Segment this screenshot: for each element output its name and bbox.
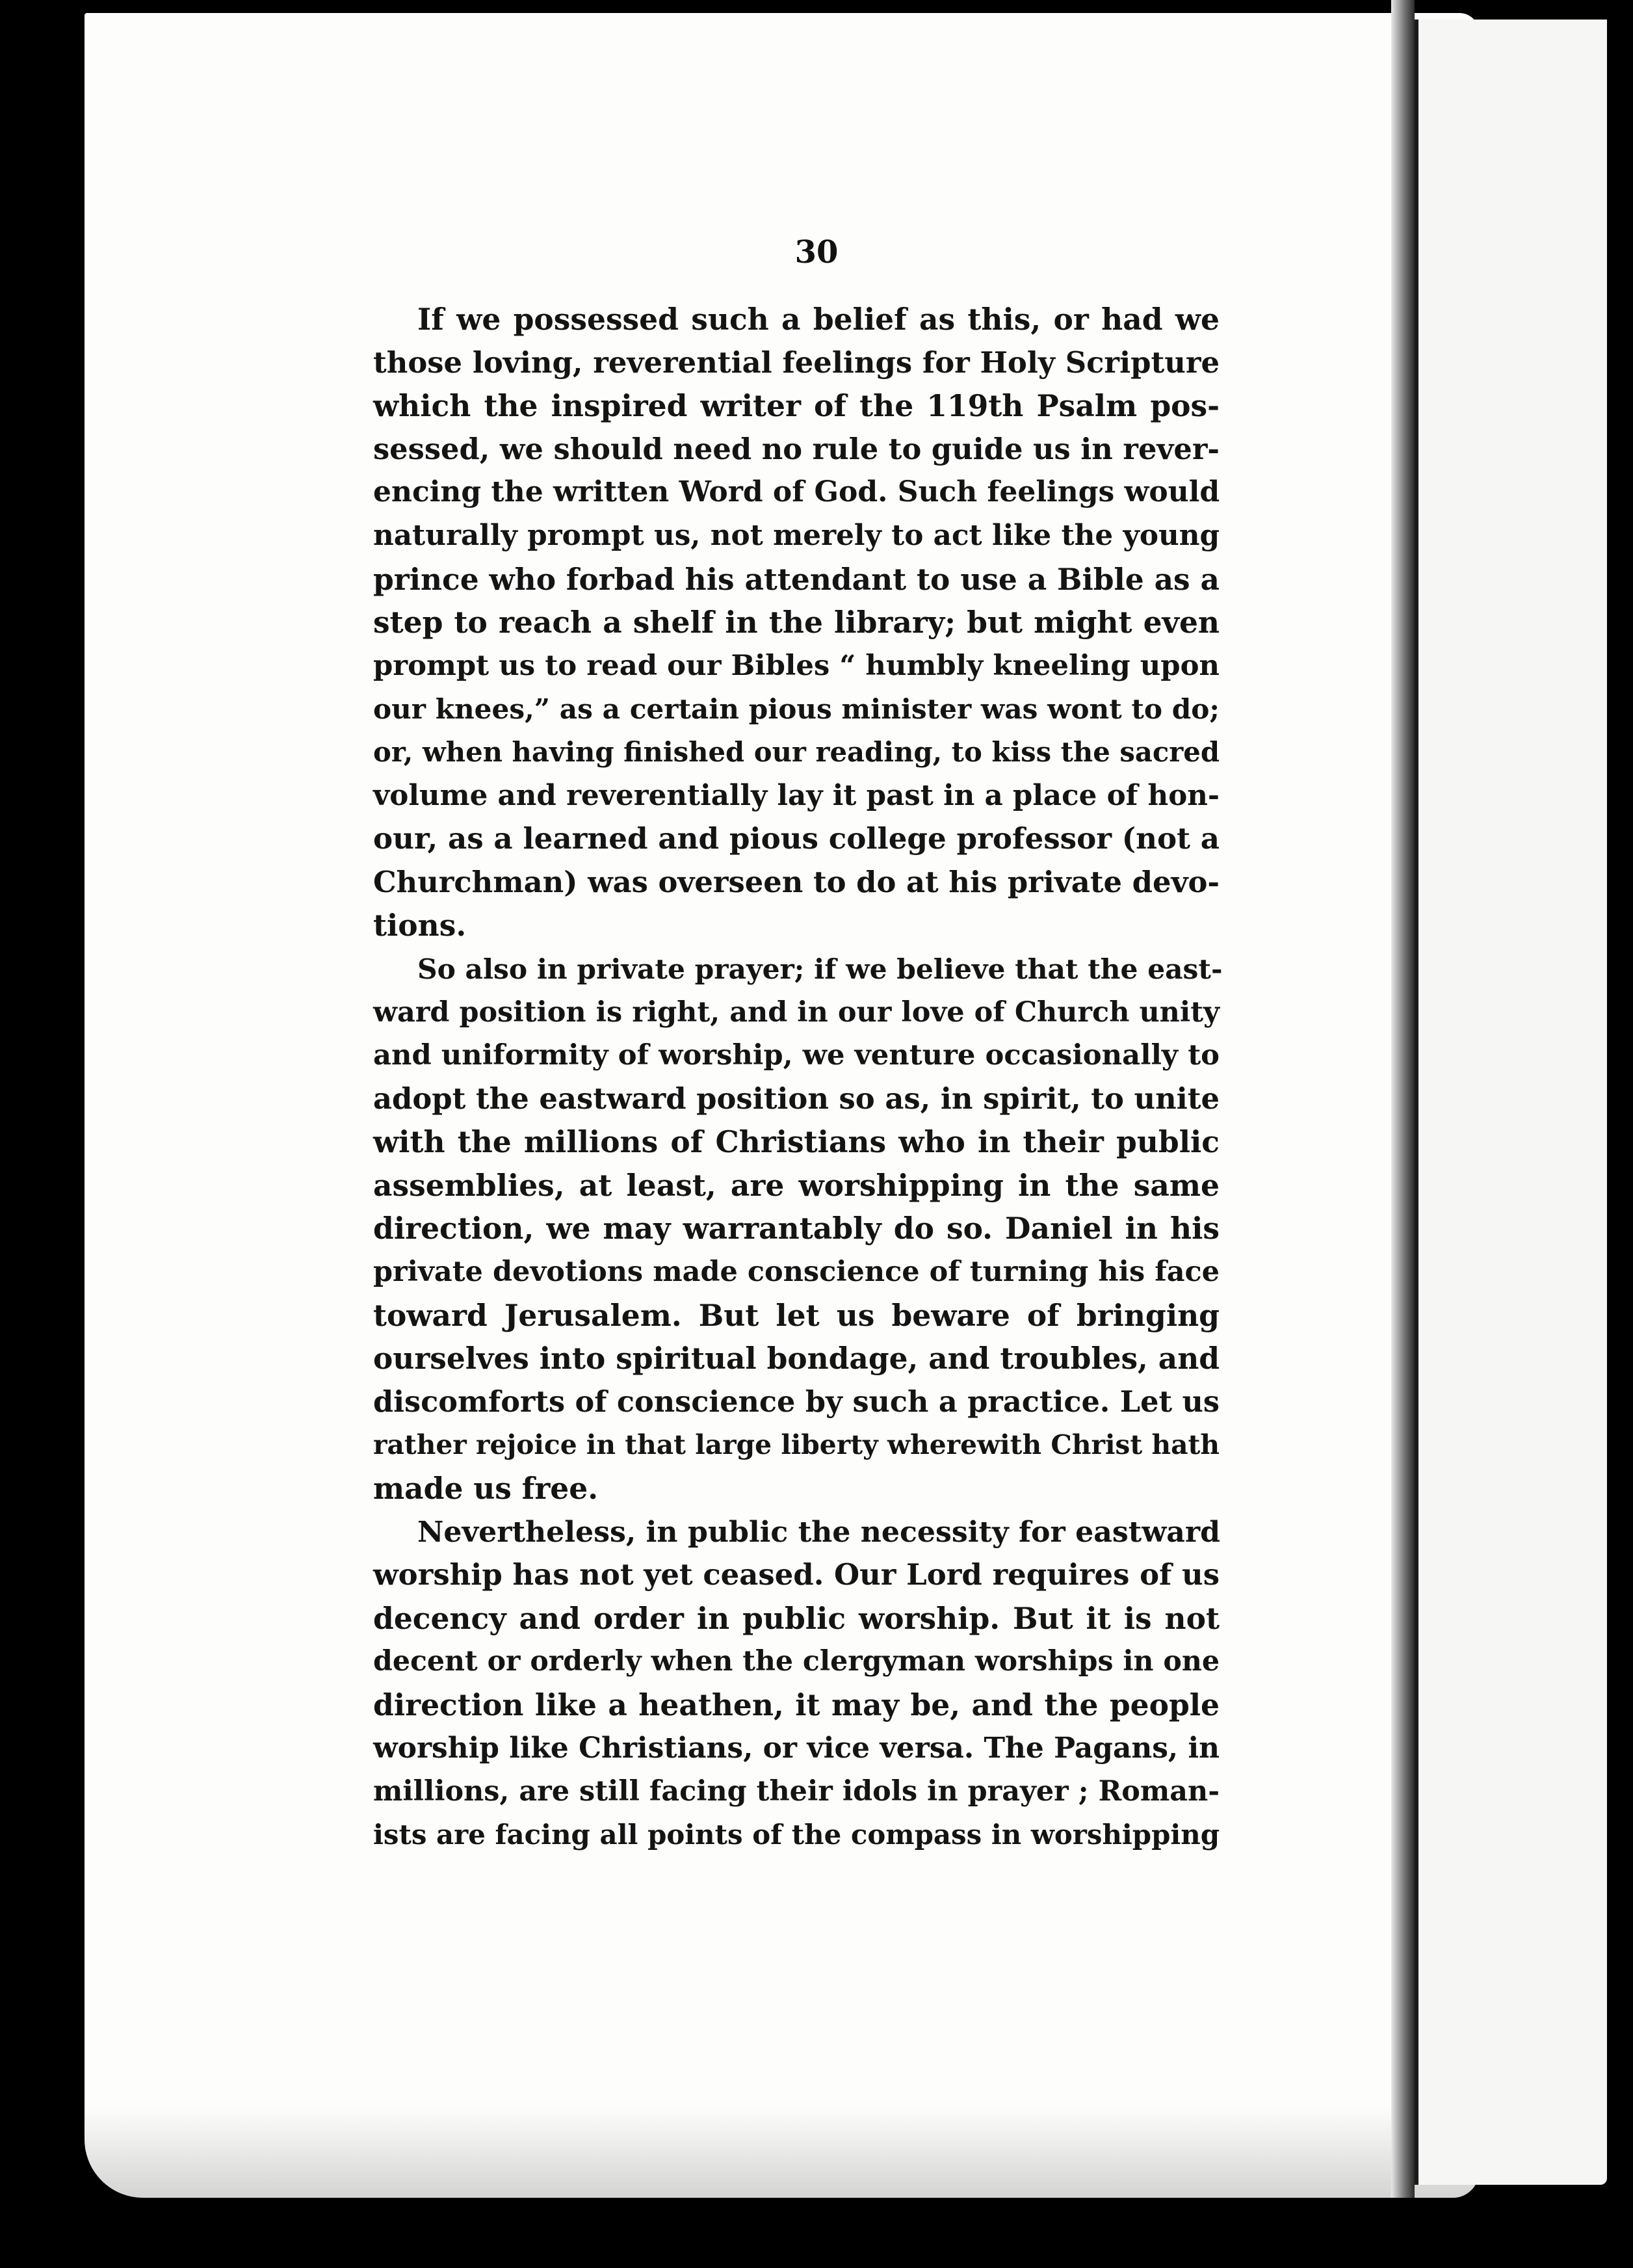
text-line: our, as a learned and pious college professor (not a	[373, 821, 1220, 856]
text-line: made us free.	[373, 1471, 599, 1507]
text-line: volume and reverentially lay it past in a place of hon-	[373, 778, 1220, 812]
text-line: sessed, we should need no rule to guide us in rever-	[373, 431, 1220, 466]
text-line: ourselves into spiritual bondage, and troubles, and	[373, 1341, 1220, 1377]
facing-page-edge	[1415, 20, 1607, 2185]
text-line: ists are facing all points of the compass in worshipping	[373, 1818, 1220, 1851]
text-line: direction, we may warrantably do so. Daniel in his	[373, 1211, 1220, 1246]
text-line: toward Jerusalem. But let us beware of bringing	[373, 1297, 1220, 1333]
text-line: step to reach a shelf in the library; but might even	[373, 605, 1220, 640]
text-line: So also in private prayer; if we believe that the east-	[417, 952, 1223, 985]
text-line: our knees,” as a certain pious minister was wont to do;	[373, 692, 1220, 726]
text-line: Nevertheless, in public the necessity for eastward	[417, 1514, 1221, 1549]
text-line: Churchman) was overseen to do at his private devo-	[373, 864, 1220, 899]
text-line: prince who forbad his attendant to use a Bible as a	[373, 561, 1220, 597]
text-line: adopt the eastward position so as, in spirit, to unite	[373, 1081, 1220, 1116]
text-line: encing the written Word of God. Such feelings would	[373, 475, 1220, 509]
text-line: worship has not yet ceased. Our Lord requires of us	[373, 1557, 1220, 1592]
text-line: worship like Christians, or vice versa. The Pagans, in	[373, 1731, 1220, 1765]
text-line: rather rejoice in that large liberty wherewith Christ hath	[373, 1429, 1220, 1461]
text-line: discomforts of conscience by such a practice. Let us	[373, 1384, 1220, 1419]
text-line: ward position is right, and in our love of Church unity	[373, 996, 1220, 1029]
text-line: decency and order in public worship. But it is not	[373, 1600, 1220, 1636]
page-number: 30	[794, 234, 839, 270]
text-line: private devotions made conscience of turning his face	[373, 1256, 1220, 1289]
text-line: or, when having finished our reading, to kiss the sacred	[373, 735, 1220, 768]
text-line: direction like a heathen, it may be, and the people	[373, 1687, 1220, 1722]
text-line: naturally prompt us, not merely to act like the young	[373, 518, 1220, 552]
text-line: millions, are still facing their idols in prayer ; Roman-	[373, 1775, 1220, 1808]
text-line: assemblies, at least, are worshipping in the same	[373, 1167, 1220, 1203]
text-line: If we possessed such a belief as this, or had we	[417, 302, 1220, 337]
text-line: with the millions of Christians who in their public	[373, 1124, 1220, 1160]
text-line: which the inspired writer of the 119th Psalm pos-	[373, 388, 1220, 424]
text-line: and uniformity of worship, we venture occasionally to	[373, 1038, 1220, 1072]
text-line: those loving, reverential feelings for Holy Scripture	[373, 345, 1220, 380]
text-line: prompt us to read our Bibles “ humbly kneeling upon	[373, 648, 1220, 682]
text-line: tions.	[373, 908, 467, 943]
text-line: decent or orderly when the clergyman worships in one	[373, 1645, 1220, 1678]
gutter-shadow	[1391, 0, 1415, 2198]
body-text	[373, 298, 1223, 1856]
